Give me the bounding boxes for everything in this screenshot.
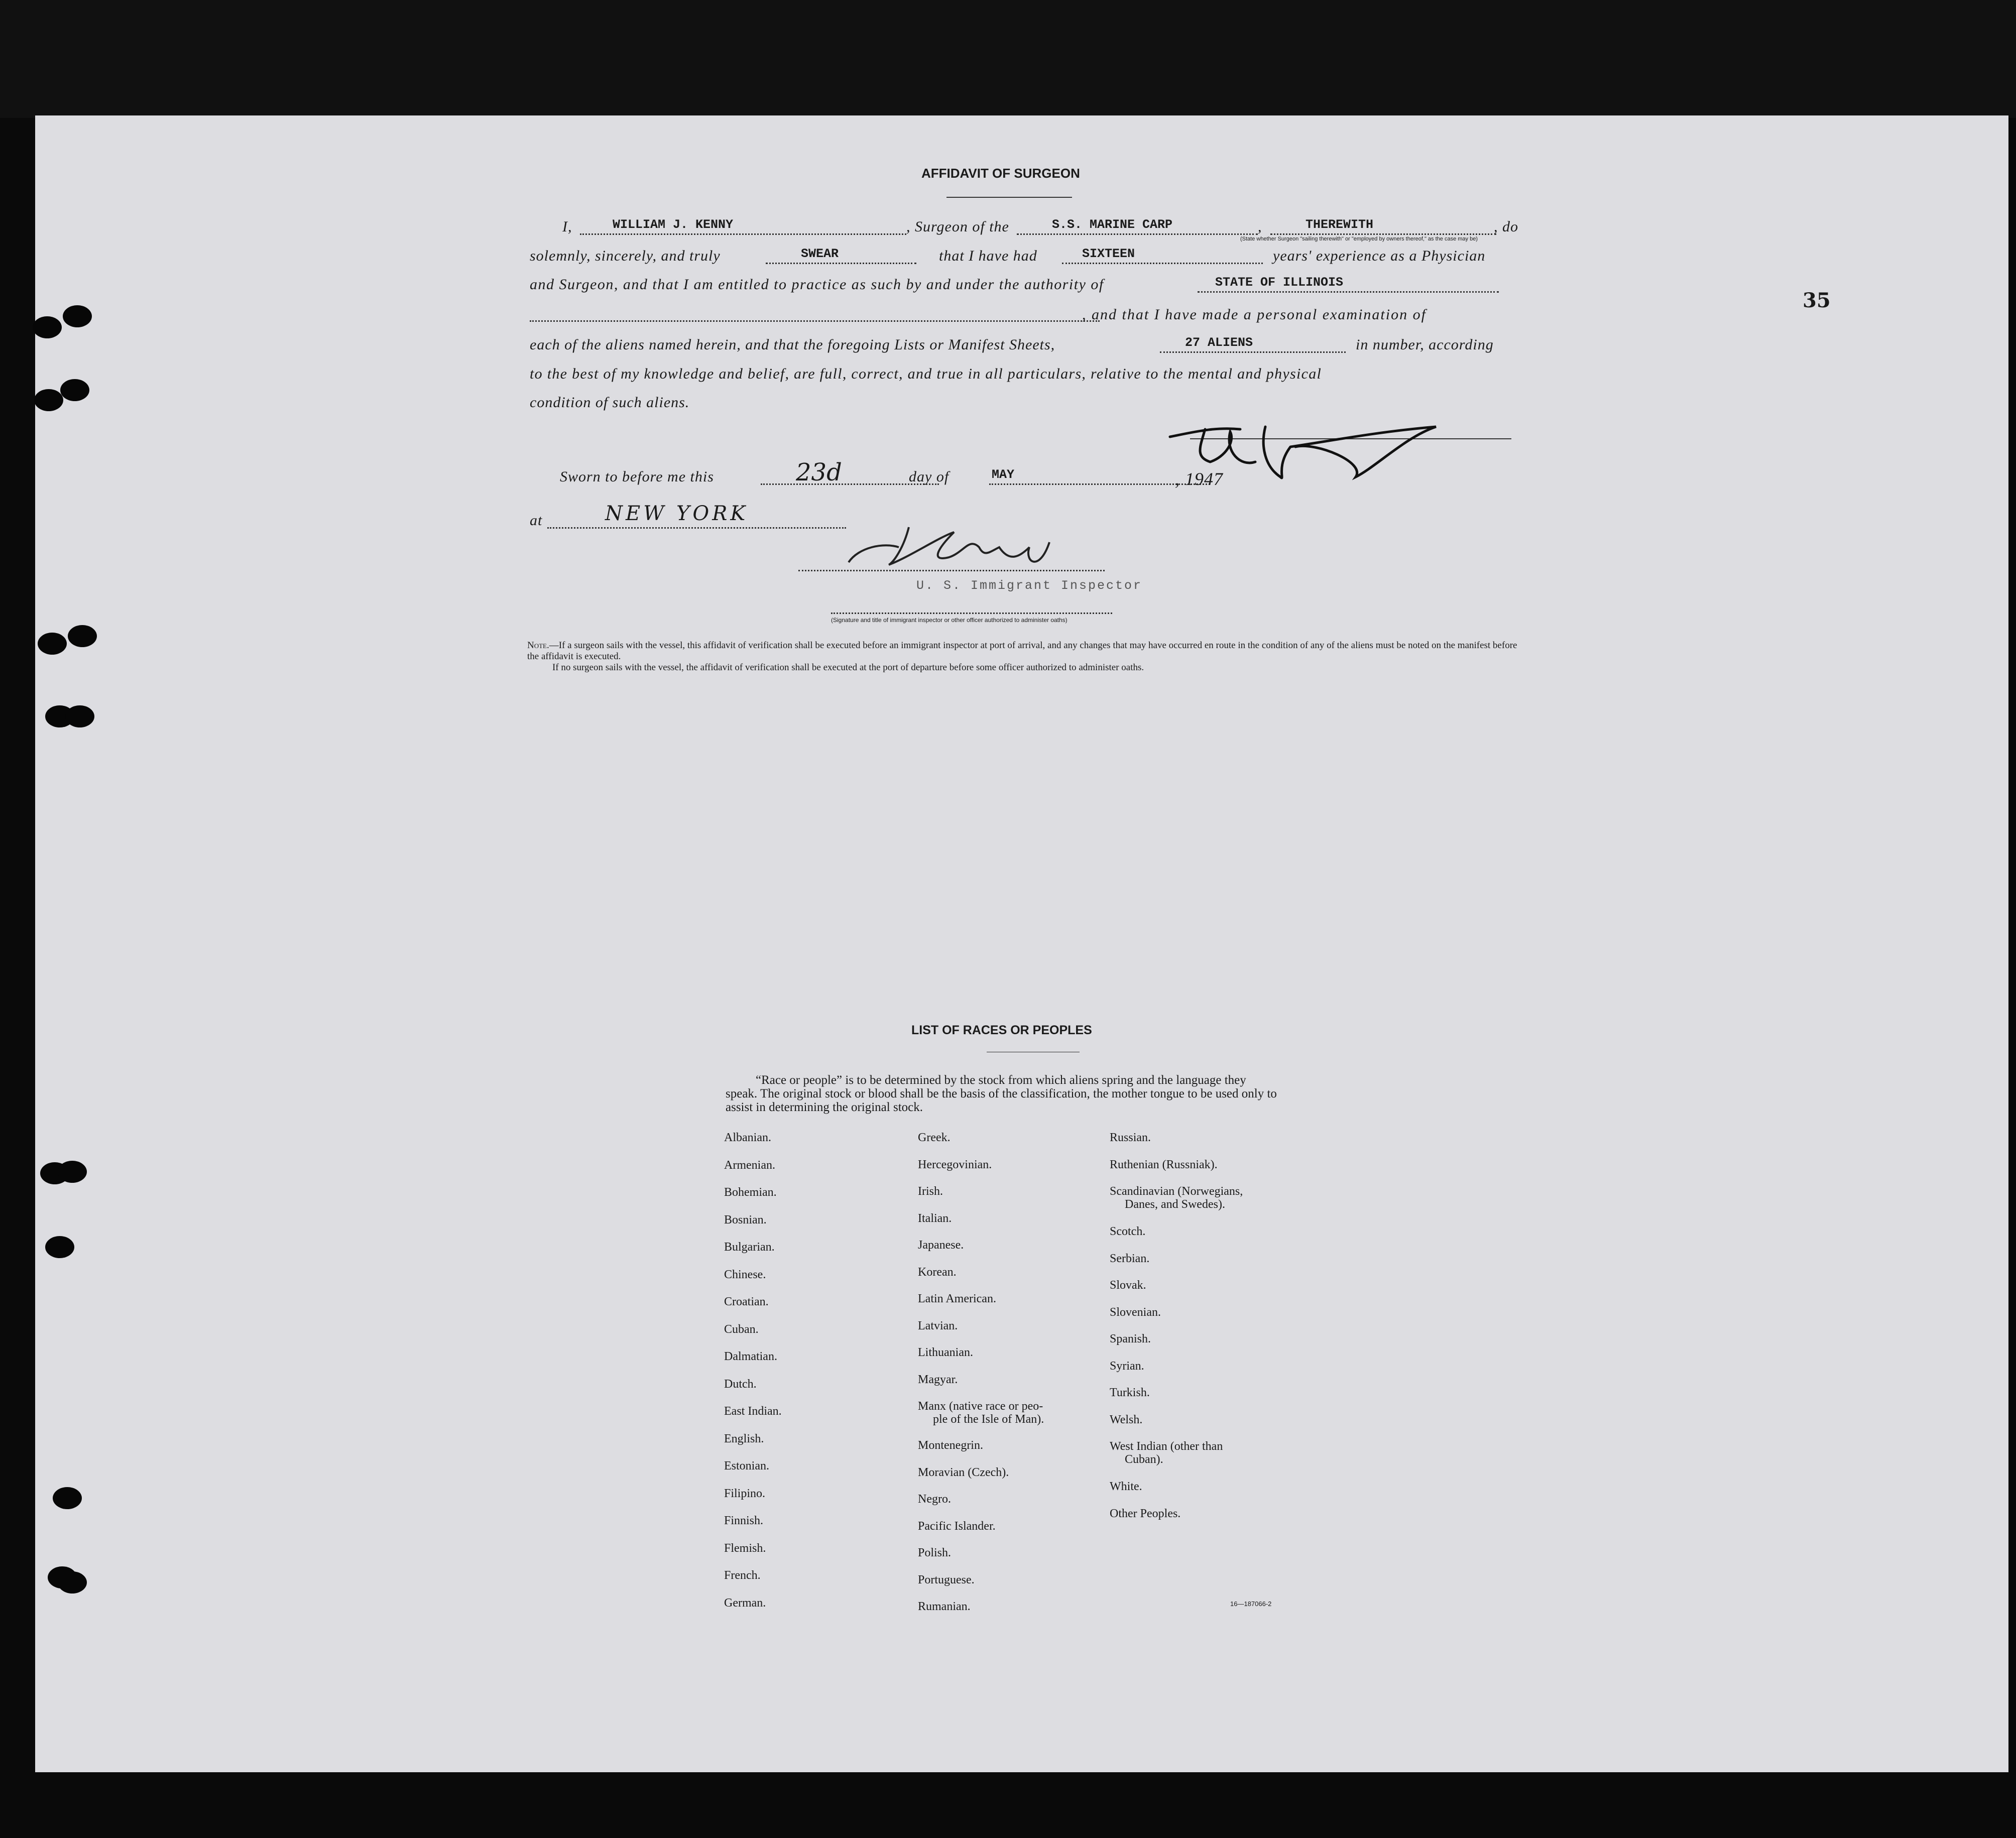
race-entry: Latin American. — [918, 1292, 996, 1305]
binder-hole — [53, 1487, 82, 1509]
race-entry: Syrian. — [1110, 1359, 1144, 1373]
race-entry: English. — [724, 1432, 764, 1445]
surgeon-status: THEREWITH — [1306, 217, 1374, 232]
race-entry: French. — [724, 1569, 761, 1582]
race-entry: Scotch. — [1110, 1225, 1146, 1238]
day-of-label: day of — [909, 468, 950, 485]
race-entry: Dutch. — [724, 1377, 757, 1391]
inspector-title-line — [831, 612, 1112, 614]
binder-hole — [33, 316, 62, 338]
authority-continuation-line — [530, 320, 1100, 322]
binder-hole — [58, 1161, 87, 1183]
inspector-signature-line — [798, 570, 1105, 571]
pronoun-i: I, — [562, 218, 572, 235]
manifest-sheet — [35, 115, 2008, 1772]
race-entry: Latvian. — [918, 1319, 958, 1332]
sworn-label: Sworn to before me this — [560, 468, 714, 485]
ship-line — [1017, 233, 1258, 235]
race-entry: Estonian. — [724, 1459, 769, 1473]
race-entry: East Indian. — [724, 1405, 782, 1418]
ship-name: S.S. MARINE CARP — [1052, 217, 1173, 232]
inspector-caption: (Signature and title of immigrant inspector or other officer authorized to administer oaths) — [831, 617, 1068, 624]
surgeon-of-label: , Surgeon of the — [906, 218, 1009, 235]
sworn-month: MAY — [992, 467, 1015, 482]
title-rule — [946, 197, 1072, 198]
race-entry: Magyar. — [918, 1373, 958, 1386]
affidavit-title: AFFIDAVIT OF SURGEON — [921, 166, 1080, 181]
surgeon-name-line — [580, 233, 906, 235]
belief-text: to the best of my knowledge and belief, are full, correct, and true in all particulars, relative to the mental and physical — [530, 365, 1322, 382]
race-entry: German. — [724, 1596, 766, 1610]
ship-comma: , — [1258, 218, 1262, 235]
binder-hole — [34, 389, 63, 411]
race-entry: Italian. — [918, 1211, 952, 1225]
race-entry: Other Peoples. — [1110, 1507, 1181, 1520]
race-entry: Portuguese. — [918, 1573, 975, 1586]
races-title: LIST OF RACES OR PEOPLES — [911, 1023, 1092, 1037]
authority: STATE OF ILLINOIS — [1215, 275, 1344, 290]
race-entry: Bulgarian. — [724, 1241, 775, 1254]
page-number: 35 — [1803, 289, 1831, 312]
race-entry: Montenegrin. — [918, 1439, 983, 1452]
sworn-day: 23d — [796, 458, 842, 486]
binder-hole — [63, 305, 92, 327]
binder-hole — [45, 1236, 74, 1258]
scan-top-border — [0, 0, 2016, 118]
race-entry: Greek. — [918, 1131, 951, 1144]
sworn-year: , 1947 — [1175, 469, 1223, 489]
binder-hole — [65, 705, 94, 727]
race-entry: Irish. — [918, 1185, 943, 1198]
affidavit-note — [527, 640, 1521, 673]
race-entry: Slovak. — [1110, 1279, 1146, 1292]
experience-label: years' experience as a Physician — [1273, 248, 1486, 264]
race-entry: Cuban. — [724, 1322, 759, 1336]
solemnly-label: solemnly, sincerely, and truly — [530, 248, 721, 264]
status-line — [1270, 233, 1496, 235]
race-entry: Armenian. — [724, 1158, 775, 1172]
race-entry: Japanese. — [918, 1239, 964, 1252]
place-line — [547, 527, 846, 529]
race-entry: Serbian. — [1110, 1252, 1150, 1265]
oath-type: SWEAR — [801, 247, 839, 261]
binder-hole — [58, 1571, 87, 1594]
years-line — [1062, 263, 1263, 264]
condition-text: condition of such aliens. — [530, 394, 690, 411]
race-entry: Russian. — [1110, 1131, 1151, 1144]
manifest-label: each of the aliens named herein, and that the foregoing Lists or Manifest Sheets, — [530, 336, 1055, 353]
inspector-signature — [839, 517, 1100, 577]
race-entry: West Indian (other than Cuban). — [1110, 1440, 1223, 1466]
surgeon-name: WILLIAM J. KENNY — [613, 217, 734, 232]
examination-label: , and that I have made a personal examination of — [1082, 306, 1427, 323]
at-label: at — [530, 512, 543, 529]
race-entry: Korean. — [918, 1265, 957, 1279]
race-entry: Croatian. — [724, 1295, 769, 1308]
race-entry: Bohemian. — [724, 1186, 777, 1199]
oath-line — [766, 263, 916, 264]
note-label: Note. — [527, 640, 549, 651]
in-number-label: in number, according — [1356, 336, 1494, 353]
inspector-title: U. S. Immigrant Inspector — [916, 578, 1143, 593]
race-entry: Ruthenian (Russniak). — [1110, 1158, 1218, 1171]
authority-line — [1198, 291, 1499, 293]
race-entry: Slovenian. — [1110, 1305, 1161, 1319]
years-experience: SIXTEEN — [1082, 247, 1135, 261]
race-entry: Spanish. — [1110, 1332, 1151, 1345]
binder-hole — [68, 625, 97, 647]
binder-hole — [60, 379, 89, 401]
note-text-1: —If a surgeon sails with the vessel, this affidavit of verification shall be executed before an immigrant inspector at port of arrival, and any changes that may have occurred en route in the condition of any of the aliens must be noted on the manifest before the affidavit is executed. — [527, 640, 1517, 662]
race-entry: Lithuanian. — [918, 1346, 973, 1359]
sworn-place: NEW YORK — [605, 502, 749, 525]
race-entry: White. — [1110, 1480, 1142, 1493]
race-entry: Flemish. — [724, 1541, 766, 1555]
binder-hole — [38, 633, 67, 655]
race-entry: Rumanian. — [918, 1600, 971, 1613]
status-hint: (State whether Surgeon "sailing therewith" or "employed by owners thereof," as the case may be) — [1240, 236, 1478, 242]
race-entry: Dalmatian. — [724, 1350, 777, 1363]
form-code: 16—187066-2 — [1230, 1600, 1272, 1608]
race-entry: Polish. — [918, 1546, 952, 1559]
race-entry: Moravian (Czech). — [918, 1465, 1009, 1479]
race-entry: Manx (native race or peo- ple of the Isle of Man). — [918, 1400, 1044, 1426]
race-entry: Finnish. — [724, 1514, 764, 1527]
race-entry: Albanian. — [724, 1131, 771, 1144]
alien-count: 27 ALIENS — [1185, 335, 1253, 350]
race-entry: Negro. — [918, 1493, 951, 1506]
race-entry: Scandinavian (Norwegians, Danes, and Swedes). — [1110, 1185, 1243, 1211]
do-label: , do — [1494, 218, 1518, 235]
alien-count-line — [1160, 351, 1346, 353]
race-entry: Chinese. — [724, 1268, 766, 1281]
have-had-label: that I have had — [939, 248, 1037, 264]
race-entry: Welsh. — [1110, 1413, 1143, 1426]
authority-label: and Surgeon, and that I am entitled to practice as such by and under the authority of — [530, 276, 1104, 293]
races-intro: “Race or people” is to be determined by the stock from which aliens spring and the language they speak. The original stock or blood shall be the basis of the classification, the mother tongue to be used only to assist in determining the original stock. — [726, 1073, 1277, 1114]
note-text-2: If no surgeon sails with the vessel, the affidavit of verification shall be executed at the port of departure before some officer authorized to administer oaths. — [552, 662, 1144, 673]
race-entry: Turkish. — [1110, 1386, 1150, 1399]
race-entry: Pacific Islander. — [918, 1519, 996, 1533]
race-entry: Bosnian. — [724, 1213, 767, 1227]
race-entry: Filipino. — [724, 1487, 766, 1500]
race-entry: Hercegovinian. — [918, 1158, 992, 1171]
